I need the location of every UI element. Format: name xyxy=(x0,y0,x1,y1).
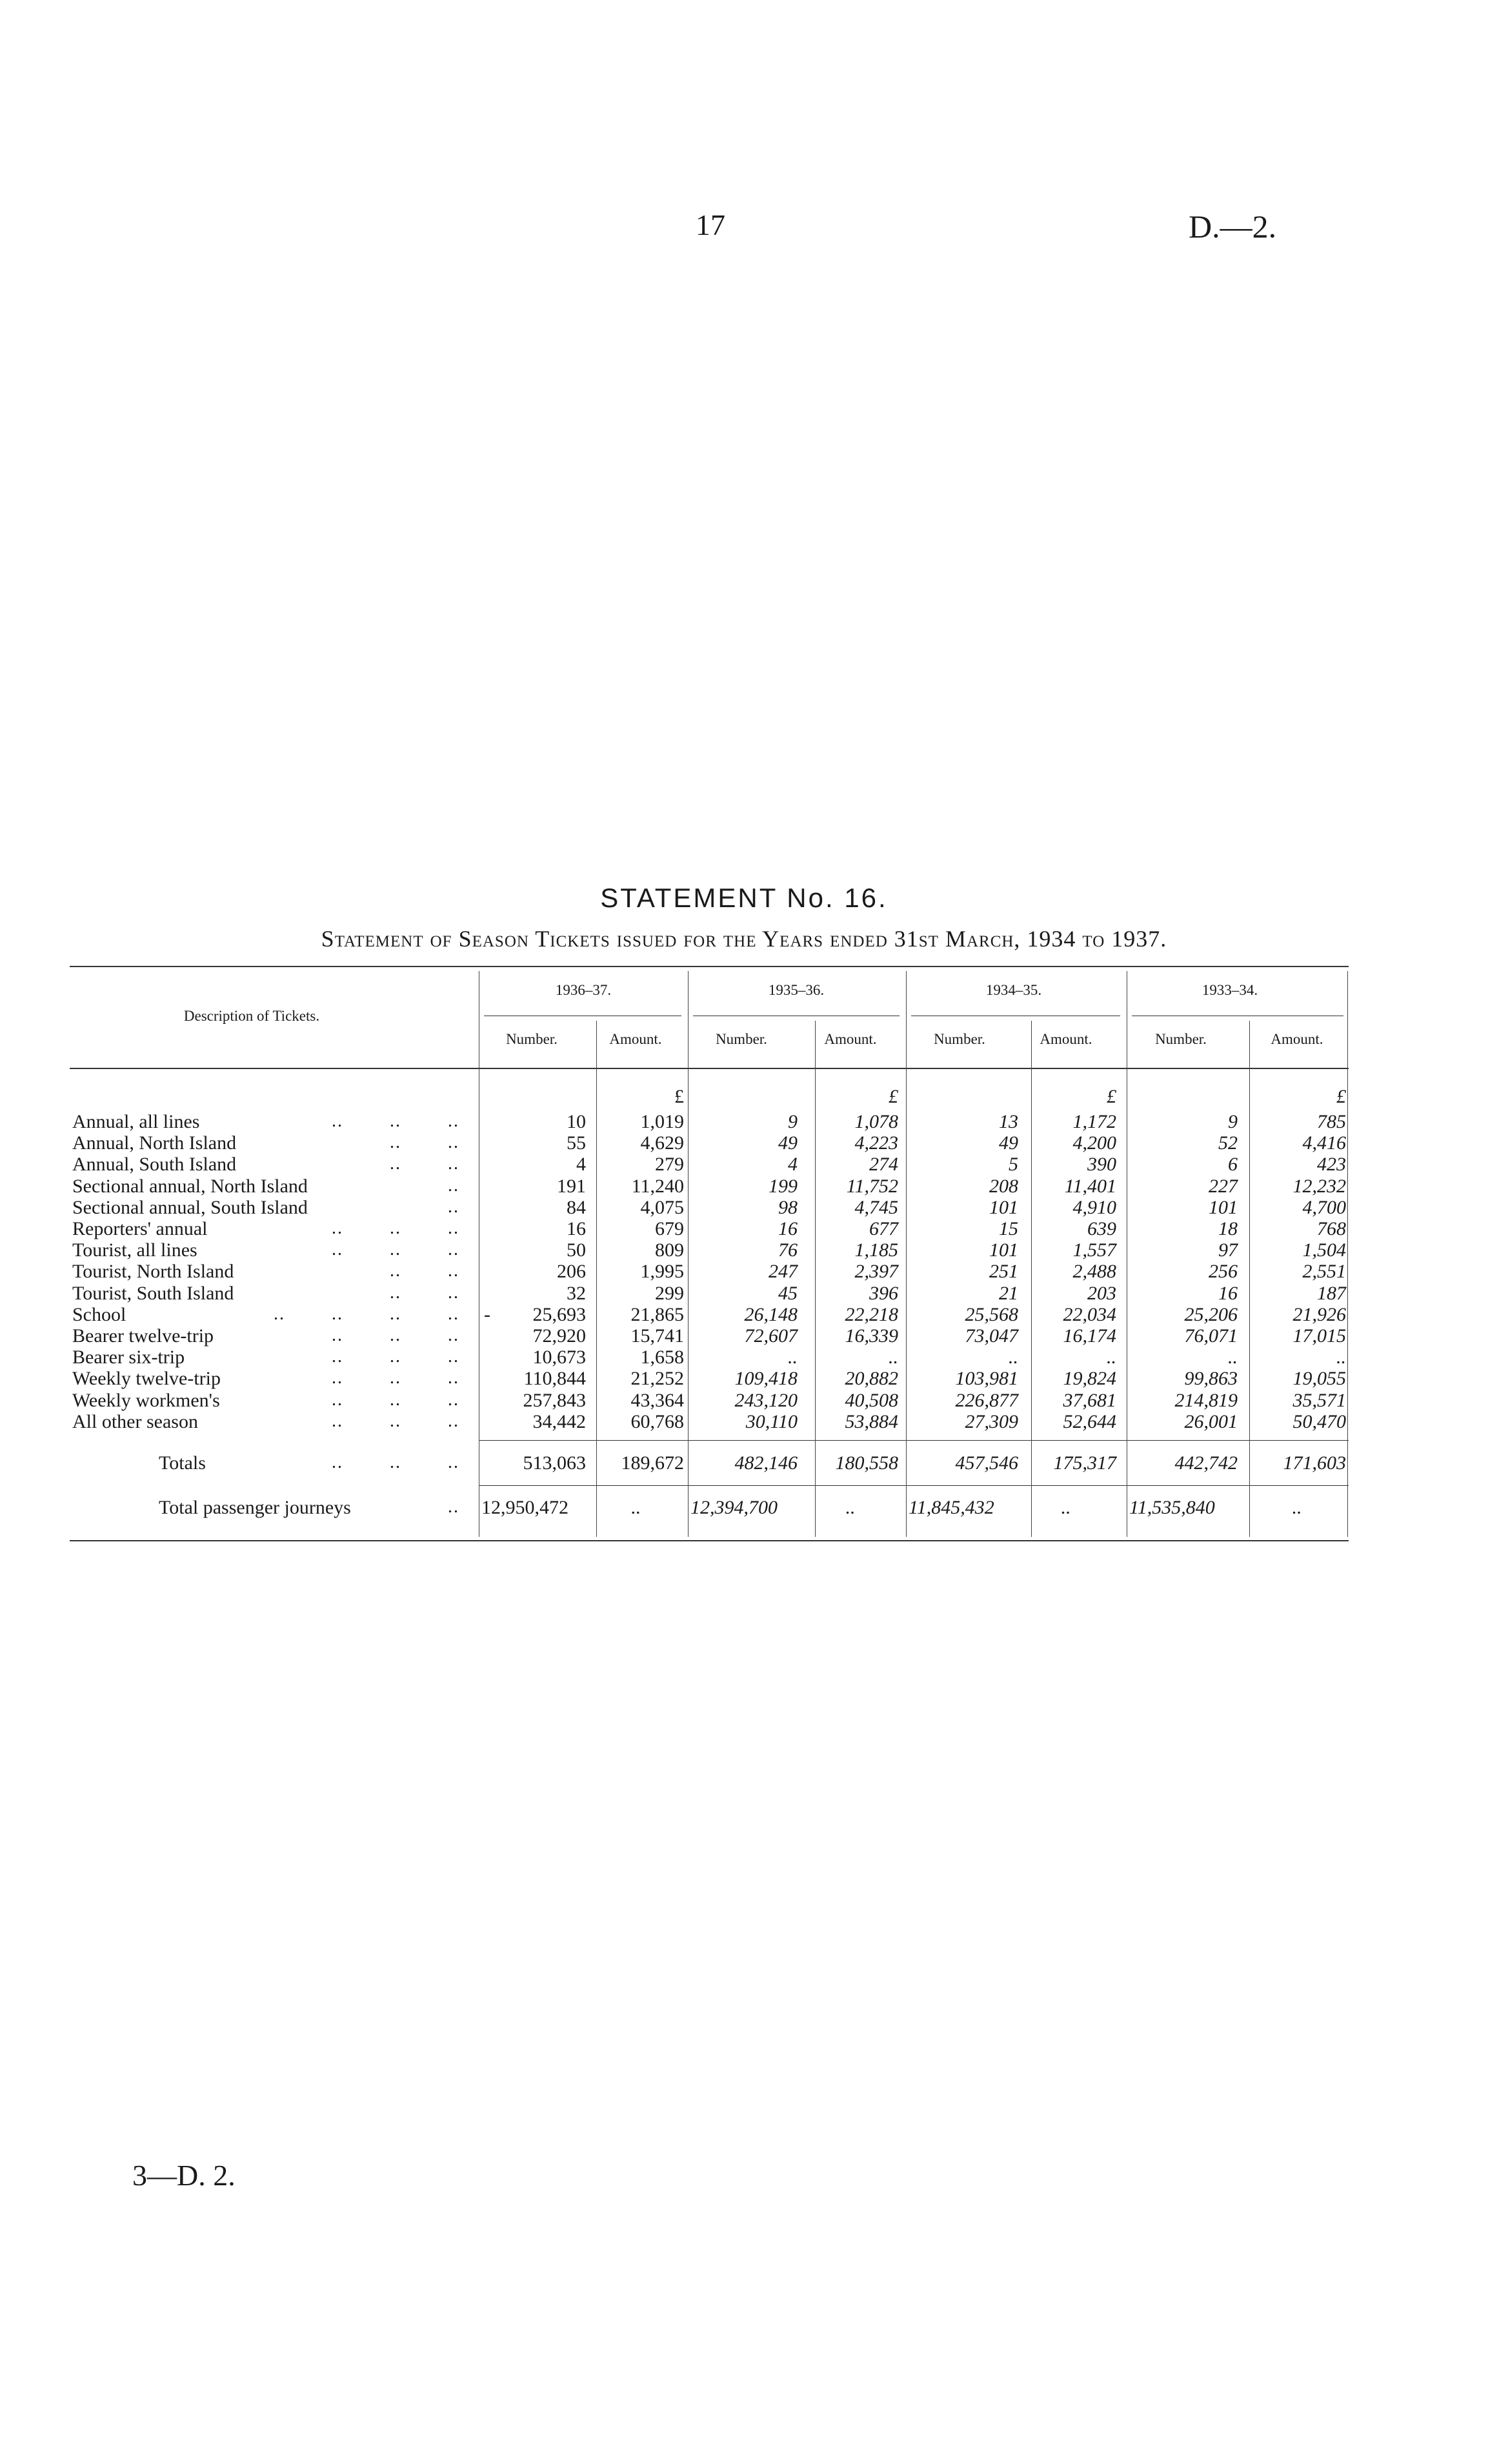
table-cell-value: 1,185 xyxy=(854,1239,898,1261)
table-cell-value: 279 xyxy=(655,1154,684,1175)
table-cell-value: 1,172 xyxy=(1072,1111,1116,1132)
table-cell-value: 226,877 xyxy=(955,1390,1018,1411)
document-reference: D.—2. xyxy=(1189,208,1277,245)
table-cell-value: 22,218 xyxy=(845,1304,898,1325)
dot-leader: .. .. .. xyxy=(332,1325,459,1345)
totals-value: 180,558 xyxy=(835,1452,898,1474)
table-cell-value: 49 xyxy=(999,1132,1018,1154)
table-bottom-rule xyxy=(70,1540,1349,1541)
table-cell-value: 101 xyxy=(1209,1197,1238,1218)
table-cell-value: 27,309 xyxy=(965,1411,1018,1432)
row-description: School xyxy=(72,1304,126,1325)
row-description: Tourist, North Island xyxy=(72,1261,234,1282)
dot-leader: .. .. xyxy=(390,1154,459,1174)
row-description: Sectional annual, South Island xyxy=(72,1197,308,1218)
currency-symbol: £ xyxy=(1107,1086,1116,1107)
table-cell-value: 26,148 xyxy=(744,1304,798,1325)
table-cell-value: 214,819 xyxy=(1174,1390,1238,1411)
row-description: Weekly workmen's xyxy=(72,1390,220,1411)
table-cell-value: 60,768 xyxy=(630,1411,684,1432)
row-description: Annual, South Island xyxy=(72,1154,237,1175)
currency-symbol: £ xyxy=(889,1086,898,1107)
dot-leader: .. .. xyxy=(390,1283,459,1303)
table-cell-value: 76,071 xyxy=(1184,1325,1238,1347)
table-cell-value: 191 xyxy=(557,1176,586,1197)
number-column-header: Number. xyxy=(506,1031,558,1047)
totals-value: 457,546 xyxy=(955,1452,1018,1474)
table-cell-value: 22,034 xyxy=(1063,1304,1116,1325)
table-cell-value: 49 xyxy=(778,1132,798,1154)
dot-leader: .. xyxy=(448,1176,459,1196)
row-description: Weekly twelve-trip xyxy=(72,1368,221,1389)
table-cell-value: 25,206 xyxy=(1184,1304,1238,1325)
table-cell-value: 1,995 xyxy=(640,1261,684,1282)
statement-title: STATEMENT No. 16. xyxy=(600,883,888,913)
table-cell-value: 1,504 xyxy=(1302,1239,1346,1261)
totals-value: 513,063 xyxy=(523,1452,586,1474)
table-cell-value: 10 xyxy=(567,1111,586,1132)
row-description: Reporters' annual xyxy=(72,1218,208,1239)
journeys-label: Total passenger journeys xyxy=(159,1497,351,1518)
dot-leader: .. .. xyxy=(390,1261,459,1281)
table-cell-value: 243,120 xyxy=(734,1390,798,1411)
table-cell-value: 5 xyxy=(1009,1154,1018,1175)
table-cell-value: 76 xyxy=(778,1239,798,1261)
table-cell-value: 1,078 xyxy=(854,1111,898,1132)
dot-leader: .. .. .. xyxy=(332,1111,459,1131)
table-cell-value: 639 xyxy=(1087,1218,1116,1239)
table-cell-value: 97 xyxy=(1218,1239,1238,1261)
description-column-header: Description of Tickets. xyxy=(183,1008,320,1024)
table-cell-value: 10,673 xyxy=(532,1347,586,1368)
table-cell-value: 396 xyxy=(869,1283,898,1304)
table-cell-value: 45 xyxy=(778,1283,798,1304)
year-header: 1935–36. xyxy=(768,982,825,998)
year-header: 1933–34. xyxy=(1201,982,1258,998)
table-cell-value: 4,745 xyxy=(854,1197,898,1218)
table-cell-value: 21,252 xyxy=(630,1368,684,1389)
table-cell-value: 208 xyxy=(989,1176,1018,1197)
table-cell-value: 98 xyxy=(778,1197,798,1218)
table-top-rule xyxy=(70,966,1349,967)
year-header: 1934–35. xyxy=(985,982,1042,998)
table-cell-value: 4,910 xyxy=(1072,1197,1116,1218)
footer-mark: 3—D. 2. xyxy=(132,2159,236,2192)
row-description: Annual, North Island xyxy=(72,1132,237,1154)
table-cell-value: 13 xyxy=(999,1111,1018,1132)
table-cell-value: 32 xyxy=(567,1283,586,1304)
journeys-value: 11,535,840 xyxy=(1129,1497,1215,1518)
dot-leader: .. .. .. xyxy=(332,1218,459,1238)
table-cell-value: 677 xyxy=(869,1218,898,1239)
table-cell-value: 1,658 xyxy=(640,1347,684,1368)
table-cell-value: 15 xyxy=(999,1218,1018,1239)
table-cell-value: 11,240 xyxy=(631,1176,684,1197)
year-header: 1936–37. xyxy=(555,982,612,998)
row-description: Tourist, South Island xyxy=(72,1283,234,1304)
table-cell-value: .. xyxy=(788,1347,798,1368)
table-cell-value: 17,015 xyxy=(1292,1325,1346,1347)
number-column-header: Number. xyxy=(716,1031,767,1047)
number-column-header: Number. xyxy=(1155,1031,1207,1047)
table-cell-value: 109,418 xyxy=(734,1368,798,1389)
row-description: Bearer six-trip xyxy=(72,1347,185,1368)
table-cell-value: 2,551 xyxy=(1302,1261,1346,1282)
table-cell-value: .. xyxy=(1107,1347,1116,1368)
table-cell-value: 257,843 xyxy=(523,1390,586,1411)
table-cell-value: 299 xyxy=(655,1283,684,1304)
amount-column-header: Amount. xyxy=(1040,1031,1092,1047)
table-cell-value: 110,844 xyxy=(523,1368,586,1389)
row-description: Annual, all lines xyxy=(72,1111,200,1132)
totals-bottom-rule xyxy=(479,1485,1349,1486)
totals-rule xyxy=(479,1440,1349,1441)
amount-column-header: Amount. xyxy=(1271,1031,1323,1047)
table-cell-value: 251 xyxy=(989,1261,1018,1282)
table-cell-value: 4 xyxy=(576,1154,586,1175)
dot-leader: .. .. .. xyxy=(332,1411,459,1431)
totals-value: 175,317 xyxy=(1053,1452,1116,1474)
dot-leader: .. .. .. xyxy=(332,1452,459,1472)
dash-mark: - xyxy=(484,1304,490,1325)
row-description: Bearer twelve-trip xyxy=(72,1325,214,1347)
table-cell-value: 2,397 xyxy=(854,1261,898,1282)
number-column-header: Number. xyxy=(934,1031,985,1047)
table-cell-value: 52 xyxy=(1218,1132,1238,1154)
dot-leader: .. .. xyxy=(390,1132,459,1152)
table-cell-value: .. xyxy=(1336,1347,1346,1368)
amount-column-header: Amount. xyxy=(609,1031,662,1047)
table-cell-value: 52,644 xyxy=(1063,1411,1116,1432)
table-cell-value: 11,401 xyxy=(1064,1176,1116,1197)
currency-symbol: £ xyxy=(674,1086,684,1107)
journeys-value: .. xyxy=(1292,1497,1302,1518)
table-cell-value: 103,981 xyxy=(955,1368,1018,1389)
table-cell-value: 4,075 xyxy=(640,1197,684,1218)
table-cell-value: .. xyxy=(1228,1347,1238,1368)
table-cell-value: 4,629 xyxy=(640,1132,684,1154)
amount-column-header: Amount. xyxy=(824,1031,877,1047)
currency-symbol: £ xyxy=(1336,1086,1346,1107)
table-cell-value: 25,693 xyxy=(532,1304,586,1325)
table-cell-value: 9 xyxy=(1228,1111,1238,1132)
table-cell-value: 72,920 xyxy=(532,1325,586,1347)
table-cell-value: 4,700 xyxy=(1302,1197,1346,1218)
row-description: Tourist, all lines xyxy=(72,1239,197,1261)
table-cell-value: 35,571 xyxy=(1292,1390,1346,1411)
table-cell-value: 37,681 xyxy=(1063,1390,1116,1411)
table-cell-value: 1,019 xyxy=(640,1111,684,1132)
row-description: All other season xyxy=(72,1411,198,1432)
table-cell-value: 2,488 xyxy=(1072,1261,1116,1282)
table-cell-value: .. xyxy=(889,1347,898,1368)
table-cell-value: 72,607 xyxy=(744,1325,798,1347)
table-cell-value: 16 xyxy=(1218,1283,1238,1304)
table-cell-value: 21,926 xyxy=(1292,1304,1346,1325)
table-cell-value: .. xyxy=(1009,1347,1018,1368)
table-cell-value: 16,174 xyxy=(1063,1325,1116,1347)
dot-leader: .. xyxy=(448,1197,459,1217)
dot-leader: .. .. .. xyxy=(332,1239,459,1259)
table-cell-value: 423 xyxy=(1317,1154,1346,1175)
table-cell-value: 227 xyxy=(1209,1176,1238,1197)
table-cell-value: 679 xyxy=(655,1218,684,1239)
table-cell-value: 256 xyxy=(1209,1261,1238,1282)
table-cell-value: 206 xyxy=(557,1261,586,1282)
table-cell-value: 34,442 xyxy=(532,1411,586,1432)
table-cell-value: 6 xyxy=(1228,1154,1238,1175)
totals-value: 189,672 xyxy=(621,1452,684,1474)
journeys-value: .. xyxy=(1061,1497,1071,1518)
table-cell-value: 199 xyxy=(769,1176,798,1197)
journeys-value: .. xyxy=(845,1497,856,1518)
journeys-value: 11,845,432 xyxy=(909,1497,994,1518)
table-cell-value: 785 xyxy=(1317,1111,1346,1132)
table-cell-value: 21,865 xyxy=(630,1304,684,1325)
table-cell-value: 4,200 xyxy=(1072,1132,1116,1154)
header-bottom-rule xyxy=(70,1068,1349,1069)
table-cell-value: 1,557 xyxy=(1072,1239,1116,1261)
journeys-value: 12,394,700 xyxy=(690,1497,778,1518)
table-cell-value: 247 xyxy=(769,1261,798,1282)
table-cell-value: 20,882 xyxy=(845,1368,898,1389)
dot-leader: .. .. .. xyxy=(332,1390,459,1410)
table-cell-value: 274 xyxy=(869,1154,898,1175)
table-cell-value: 4 xyxy=(788,1154,798,1175)
table-cell-value: 101 xyxy=(989,1239,1018,1261)
table-cell-value: 53,884 xyxy=(845,1411,898,1432)
journeys-value: 12,950,472 xyxy=(481,1497,568,1518)
dot-leader: .. xyxy=(448,1497,459,1517)
totals-value: 171,603 xyxy=(1283,1452,1346,1474)
table-cell-value: 30,110 xyxy=(745,1411,798,1432)
table-cell-value: 99,863 xyxy=(1184,1368,1238,1389)
row-description: Sectional annual, North Island xyxy=(72,1176,308,1197)
dot-leader: .. .. .. xyxy=(332,1347,459,1367)
table-cell-value: 16 xyxy=(778,1218,798,1239)
table-cell-value: 15,741 xyxy=(630,1325,684,1347)
dot-leader: .. .. .. .. xyxy=(274,1304,459,1324)
table-cell-value: 26,001 xyxy=(1184,1411,1238,1432)
table-cell-value: 21 xyxy=(999,1283,1018,1304)
totals-value: 482,146 xyxy=(734,1452,798,1474)
table-cell-value: 19,824 xyxy=(1063,1368,1116,1389)
table-cell-value: 809 xyxy=(655,1239,684,1261)
table-cell-value: 25,568 xyxy=(965,1304,1018,1325)
table-cell-value: 16,339 xyxy=(845,1325,898,1347)
table-cell-value: 9 xyxy=(788,1111,798,1132)
table-cell-value: 50 xyxy=(567,1239,586,1261)
table-cell-value: 18 xyxy=(1218,1218,1238,1239)
table-cell-value: 40,508 xyxy=(845,1390,898,1411)
journeys-value: .. xyxy=(630,1497,641,1518)
dot-leader: .. .. .. xyxy=(332,1368,459,1388)
table-cell-value: 73,047 xyxy=(965,1325,1018,1347)
totals-label: Totals xyxy=(159,1452,206,1474)
page-number: 17 xyxy=(696,208,725,241)
table-cell-value: 101 xyxy=(989,1197,1018,1218)
table-cell-value: 390 xyxy=(1087,1154,1116,1175)
table-cell-value: 43,364 xyxy=(630,1390,684,1411)
table-cell-value: 50,470 xyxy=(1292,1411,1346,1432)
table-cell-value: 16 xyxy=(567,1218,586,1239)
table-cell-value: 84 xyxy=(567,1197,586,1218)
table-cell-value: 55 xyxy=(567,1132,586,1154)
statement-subtitle: Statement of Season Tickets issued for the Years ended 31st March, 1934 to 1937. xyxy=(321,926,1167,952)
totals-value: 442,742 xyxy=(1174,1452,1238,1474)
table-cell-value: 4,416 xyxy=(1302,1132,1346,1154)
table-cell-value: 187 xyxy=(1317,1283,1346,1304)
table-cell-value: 19,055 xyxy=(1292,1368,1346,1389)
table-cell-value: 11,752 xyxy=(846,1176,898,1197)
column-divider xyxy=(1347,971,1348,1537)
table-cell-value: 12,232 xyxy=(1292,1176,1346,1197)
table-cell-value: 203 xyxy=(1087,1283,1116,1304)
table-cell-value: 4,223 xyxy=(854,1132,898,1154)
table-cell-value: 768 xyxy=(1317,1218,1346,1239)
